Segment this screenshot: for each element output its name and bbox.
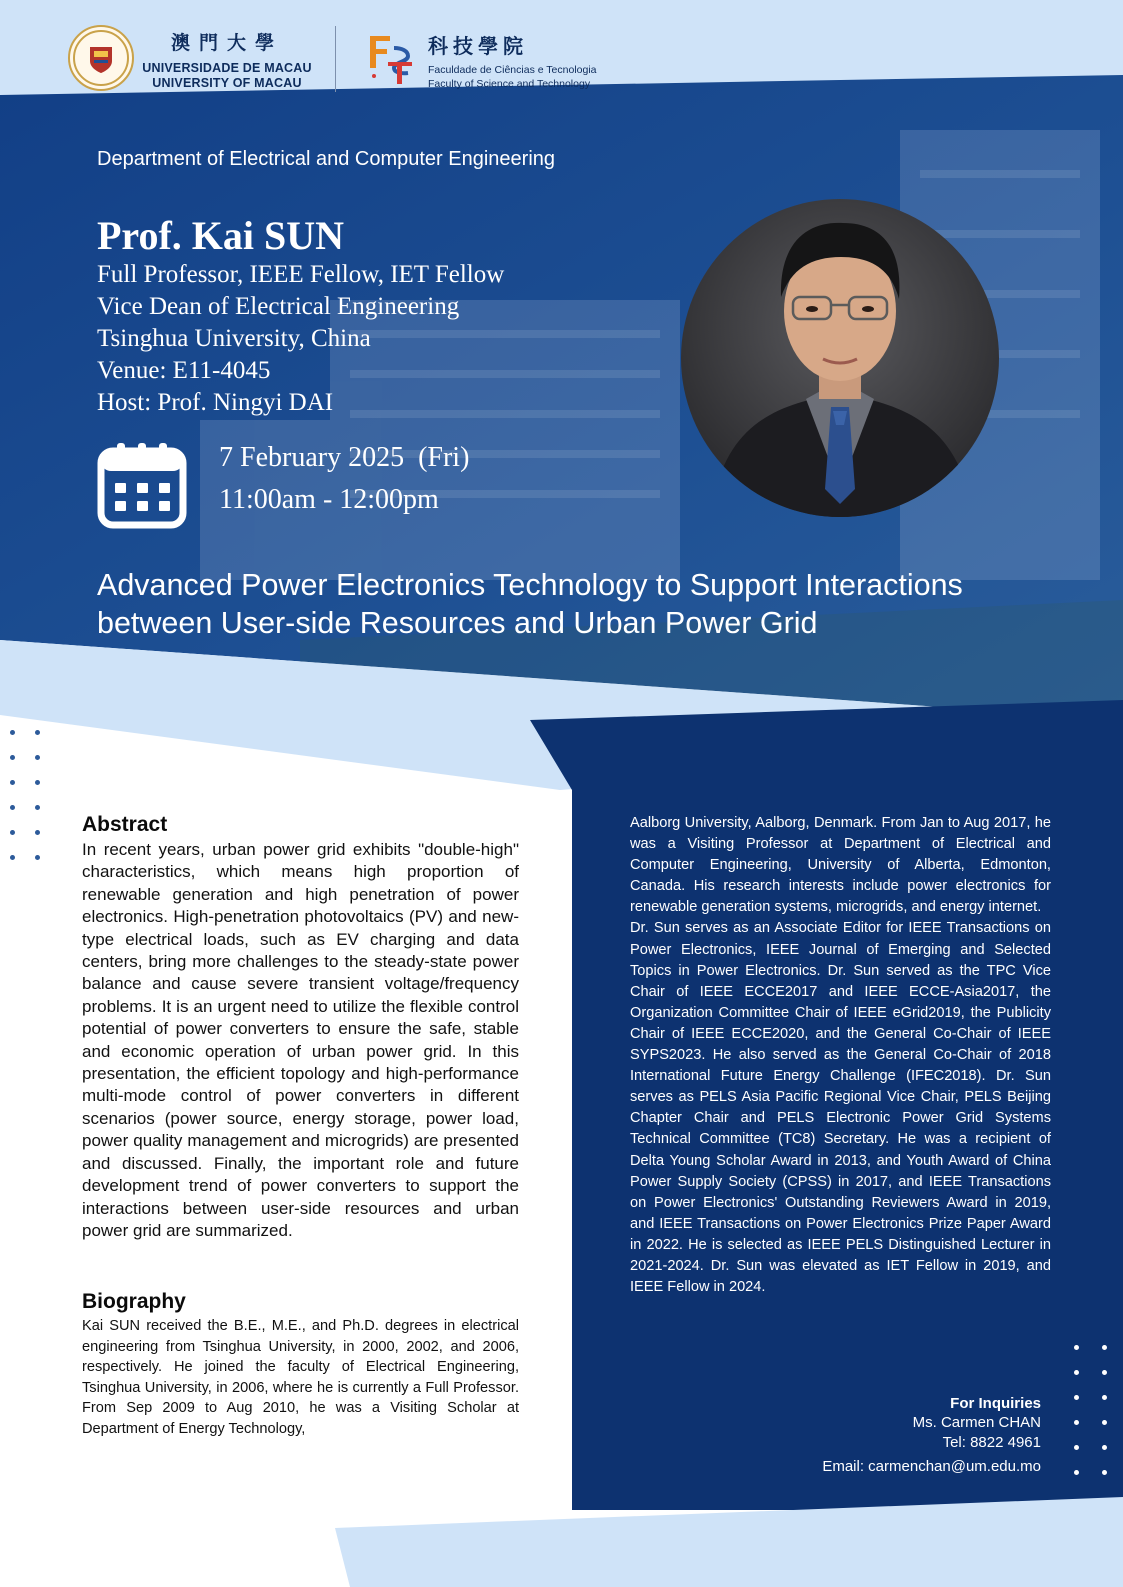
faculty-name-pt: Faculdade de Ciências e Tecnologia [428,64,597,76]
biography-paragraph-2: Dr. Sun serves as an Associate Editor for IEEE Transactions on Power Electronics, IEEE Journal of Emerging and Selected Topics in Power Electronics. Dr. Sun served as the TPC Vice Chair of IEEE ECCE2017 and IEEE ECCE-Asia2017, the Organization Committee Chair of IEEE eGrid2019, the Publicity Chair of IEEE ECCE2020, and the General Co-Chair of IEEE SYPS2023. He also served as the General Co-Chair of 2018 International Future Energy Challenge (IFEC2018). Dr. Sun serves as PELS Asia Pacific Regional Vice Chair, PELS Beijing Chapter Chair and PELS Electronic Power Grid Systems Technical Committee (TC8) Secretary. He was a recipient of Delta Young Scholar Award in 2013, and Youth Award of China Power Supply Society (CPSS) in 2017, and IEEE Transactions on Power Electronics' Outstanding Reviewers Award in 2019, and IEEE Transactions on Power Electronics Prize Paper Award in 2022. He is selected as IEEE PELS Distinguished Lecturer in 2021-2024. Dr. Sun was elevated as IET Fellow in 2019, and IEEE Fellow in 2024. [630,920,1051,1296]
speaker-photo [681,199,999,517]
left-dot-pattern [10,730,50,865]
calendar-icon [97,441,187,531]
biography-text-left: Kai SUN received the B.E., M.E., and Ph.D. degrees in electrical engineering from Tsinghua University, in 2000, 2002, and 2006, respectively. He joined the faculty of Electrical Engineering, Tsinghua University, in 2006, where he is currently a Full Professor. From Sep 2009 to Aug 2010, he was a Visiting Scholar at Department of Energy Technology, [82,1318,519,1437]
university-name-en: UNIVERSITY OF MACAU [152,76,302,90]
right-dot-pattern [1074,1345,1114,1480]
faculty-name-en: Faculty of Science and Technology [428,78,591,90]
speaker-name: Prof. Kai SUN [97,213,345,258]
biography-heading: Biography [82,1290,186,1313]
inquiries-tel: Tel: 8822 4961 [942,1434,1041,1451]
inquiries-contact: Ms. Carmen CHAN [912,1414,1041,1431]
faculty-name-cn: 科技學院 [428,34,528,58]
university-name [142,28,312,90]
speaker-title: Full Professor, IEEE Fellow, IET Fellow [97,261,505,288]
logo-divider [335,26,336,92]
biography-text-right [630,813,1051,1298]
talk-title [97,566,1087,642]
abstract-heading: Abstract [82,813,168,836]
biography-paragraph-1: Aalborg University, Aalborg, Denmark. From Jan to Aug 2017, he was a Visiting Professor at Department of Electrical and Computer Engineering, University of Alberta, Edmonton, Canada. His research interests include power electronics for renewable generation systems, microgrids, and energy internet. [630,815,1051,916]
speaker-details [97,259,504,419]
talk-title-line-1: Advanced Power Electronics Technology to Support Interactions [97,568,963,602]
abstract-text: In recent years, urban power grid exhibits "double-high" characteristics, which means high proportion of renewable generation and high penetration of power electronics. High-penetration photovoltaics (PV) and new-type electrical loads, such as EV charging and data centers, bring more challenges to the steady-state power balance and cause severe transient voltage/frequency problems. It is an urgent need to utilize the flexible control potential of power converters to ensure the safe, stable and economic operation of urban power grid. In this presentation, the efficient topology and high-performance multi-mode control of power converters in different scenarios (power source, energy storage, power load, power quality management and microgrids) are presented and discussed. Finally, the important role and future development trend of power converters to support the interactions between user-side resources and urban power grid are summarized. [82,840,519,1240]
event-time: 11:00am - 12:00pm [219,484,439,515]
university-name-pt: UNIVERSIDADE DE MACAU [142,61,312,75]
speaker-position: Vice Dean of Electrical Engineering [97,293,460,320]
event-venue: Venue: E11-4045 [97,357,271,384]
faculty-name [428,30,597,90]
talk-title-line-2: between User-side Resources and Urban Power Grid [97,606,818,640]
faculty-logo-mark [366,30,416,86]
inquiries-heading: For Inquiries [950,1395,1041,1412]
university-seal-logo [68,25,134,91]
inquiries-email[interactable]: Email: carmenchan@um.edu.mo [822,1458,1041,1475]
university-name-cn: 澳門大學 [170,32,283,54]
speaker-affiliation: Tsinghua University, China [97,325,371,352]
event-host: Host: Prof. Ningyi DAI [97,389,334,416]
department-name: Department of Electrical and Computer Engineering [97,148,556,170]
event-date: 7 February 2025 (Fri) [219,442,470,473]
